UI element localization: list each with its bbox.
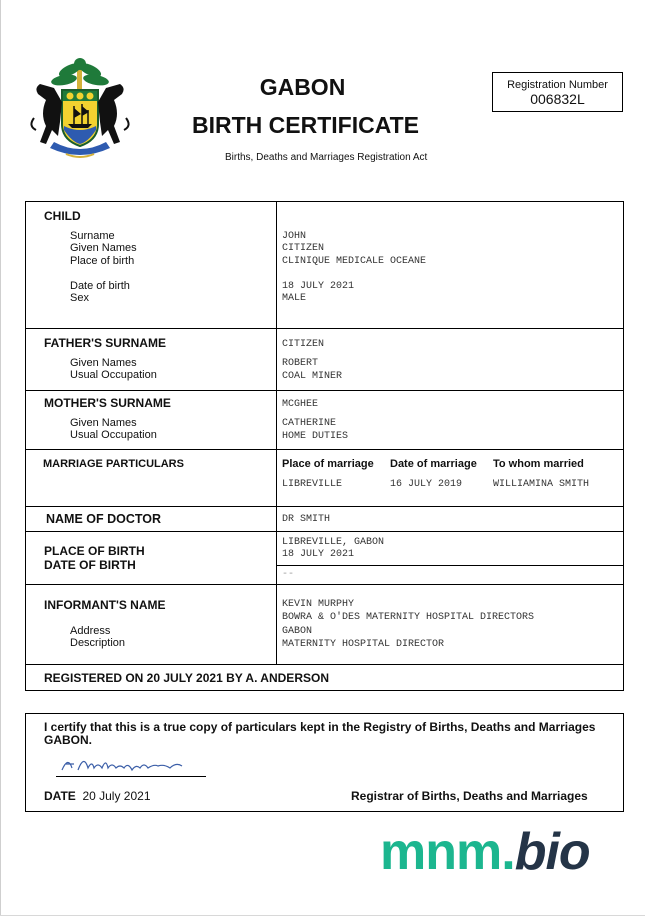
father-given-names-label: Given Names <box>70 357 137 369</box>
informant-description: MATERNITY HOSPITAL DIRECTOR <box>282 639 445 650</box>
place-of-birth-heading: PLACE OF BIRTH <box>44 544 145 558</box>
informant-address-label: Address <box>70 625 111 637</box>
father-heading: FATHER'S SURNAME <box>44 336 166 350</box>
marriage-col-date: Date of marriage <box>390 458 477 470</box>
birth-place: LIBREVILLE, GABON <box>282 537 385 548</box>
page-edge <box>0 0 1 916</box>
father-surname: CITIZEN <box>282 339 325 350</box>
informant-address-line2: GABON <box>282 626 313 637</box>
informant-address-line1: BOWRA & O'DES MATERNITY HOSPITAL DIRECTORS <box>282 612 535 623</box>
date-value: 20 July 2021 <box>82 789 151 803</box>
informant-section <box>26 585 623 665</box>
mnm-bio-watermark <box>380 822 590 882</box>
birth-section <box>26 532 623 585</box>
child-sex-label: Sex <box>70 292 89 304</box>
registration-label: Registration Number <box>507 79 608 91</box>
mother-occupation-label: Usual Occupation <box>70 429 157 441</box>
document-title: BIRTH CERTIFICATE <box>191 112 419 138</box>
doctor-heading: NAME OF DOCTOR <box>46 512 162 526</box>
child-date-of-birth-label: Date of birth <box>70 280 130 292</box>
watermark-part2: bio <box>514 823 590 881</box>
child-surname: JOHN <box>282 231 307 242</box>
child-heading: CHILD <box>44 209 81 223</box>
particulars-table <box>25 201 624 691</box>
father-occupation-label: Usual Occupation <box>70 369 157 381</box>
coat-of-arms-emblem <box>26 58 134 162</box>
child-given-names-label: Given Names <box>70 242 137 254</box>
birth-date: 18 JULY 2021 <box>282 549 355 560</box>
birth-extra: -- <box>282 569 295 580</box>
certification-statement: I certify that this is a true copy of particulars kept in the Registry of Births, Deaths and Marriages <box>44 720 596 734</box>
mother-given-names-label: Given Names <box>70 417 137 429</box>
marriage-spouse: WILLIAMINA SMITH <box>493 479 590 490</box>
child-date-of-birth: 18 JULY 2021 <box>282 281 355 292</box>
registration-number: 006832L <box>530 91 585 107</box>
country-title: GABON <box>259 74 346 100</box>
doctor-name: DR SMITH <box>282 514 331 525</box>
father-given-names: ROBERT <box>282 358 319 369</box>
child-section <box>26 202 623 329</box>
registered-statement: REGISTERED ON 20 JULY 2021 BY A. ANDERSON <box>44 671 329 685</box>
child-place-of-birth: CLINIQUE MEDICALE OCEANE <box>282 256 427 267</box>
informant-description-label: Description <box>70 637 126 649</box>
certification-date <box>44 789 151 803</box>
child-place-of-birth-label: Place of birth <box>70 255 135 267</box>
marriage-col-place: Place of marriage <box>282 458 374 470</box>
certification-statement-line2: GABON. <box>44 733 92 747</box>
informant-heading: INFORMANT'S NAME <box>44 598 166 612</box>
mother-surname: MCGHEE <box>282 399 319 410</box>
father-section <box>26 329 623 391</box>
watermark-part1: mnm. <box>380 823 515 881</box>
mother-occupation: HOME DUTIES <box>282 431 349 442</box>
registrar-title: Registrar of Births, Deaths and Marriages <box>351 789 588 803</box>
act-subtitle: Births, Deaths and Marriages Registration Act <box>225 152 428 163</box>
marriage-date: 16 JULY 2019 <box>390 479 463 490</box>
mother-given-names: CATHERINE <box>282 418 337 429</box>
informant-name: KEVIN MURPHY <box>282 599 355 610</box>
registration-number-box <box>492 72 623 112</box>
child-surname-label: Surname <box>70 230 115 242</box>
marriage-place: LIBREVILLE <box>282 479 343 490</box>
birth-divider <box>276 565 623 566</box>
certification-box <box>25 713 624 812</box>
child-given-names: CITIZEN <box>282 243 325 254</box>
mother-heading: MOTHER'S SURNAME <box>44 396 171 410</box>
mother-section <box>26 391 623 450</box>
marriage-section <box>26 450 623 507</box>
marriage-heading: MARRIAGE PARTICULARS <box>43 458 184 470</box>
date-of-birth-heading: DATE OF BIRTH <box>44 558 136 572</box>
marriage-col-spouse: To whom married <box>493 458 584 470</box>
date-label: DATE <box>44 789 76 803</box>
child-sex: MALE <box>282 293 307 304</box>
registrar-signature <box>58 752 198 778</box>
doctor-section <box>26 507 623 532</box>
signature-line <box>56 776 206 777</box>
father-occupation: COAL MINER <box>282 371 343 382</box>
